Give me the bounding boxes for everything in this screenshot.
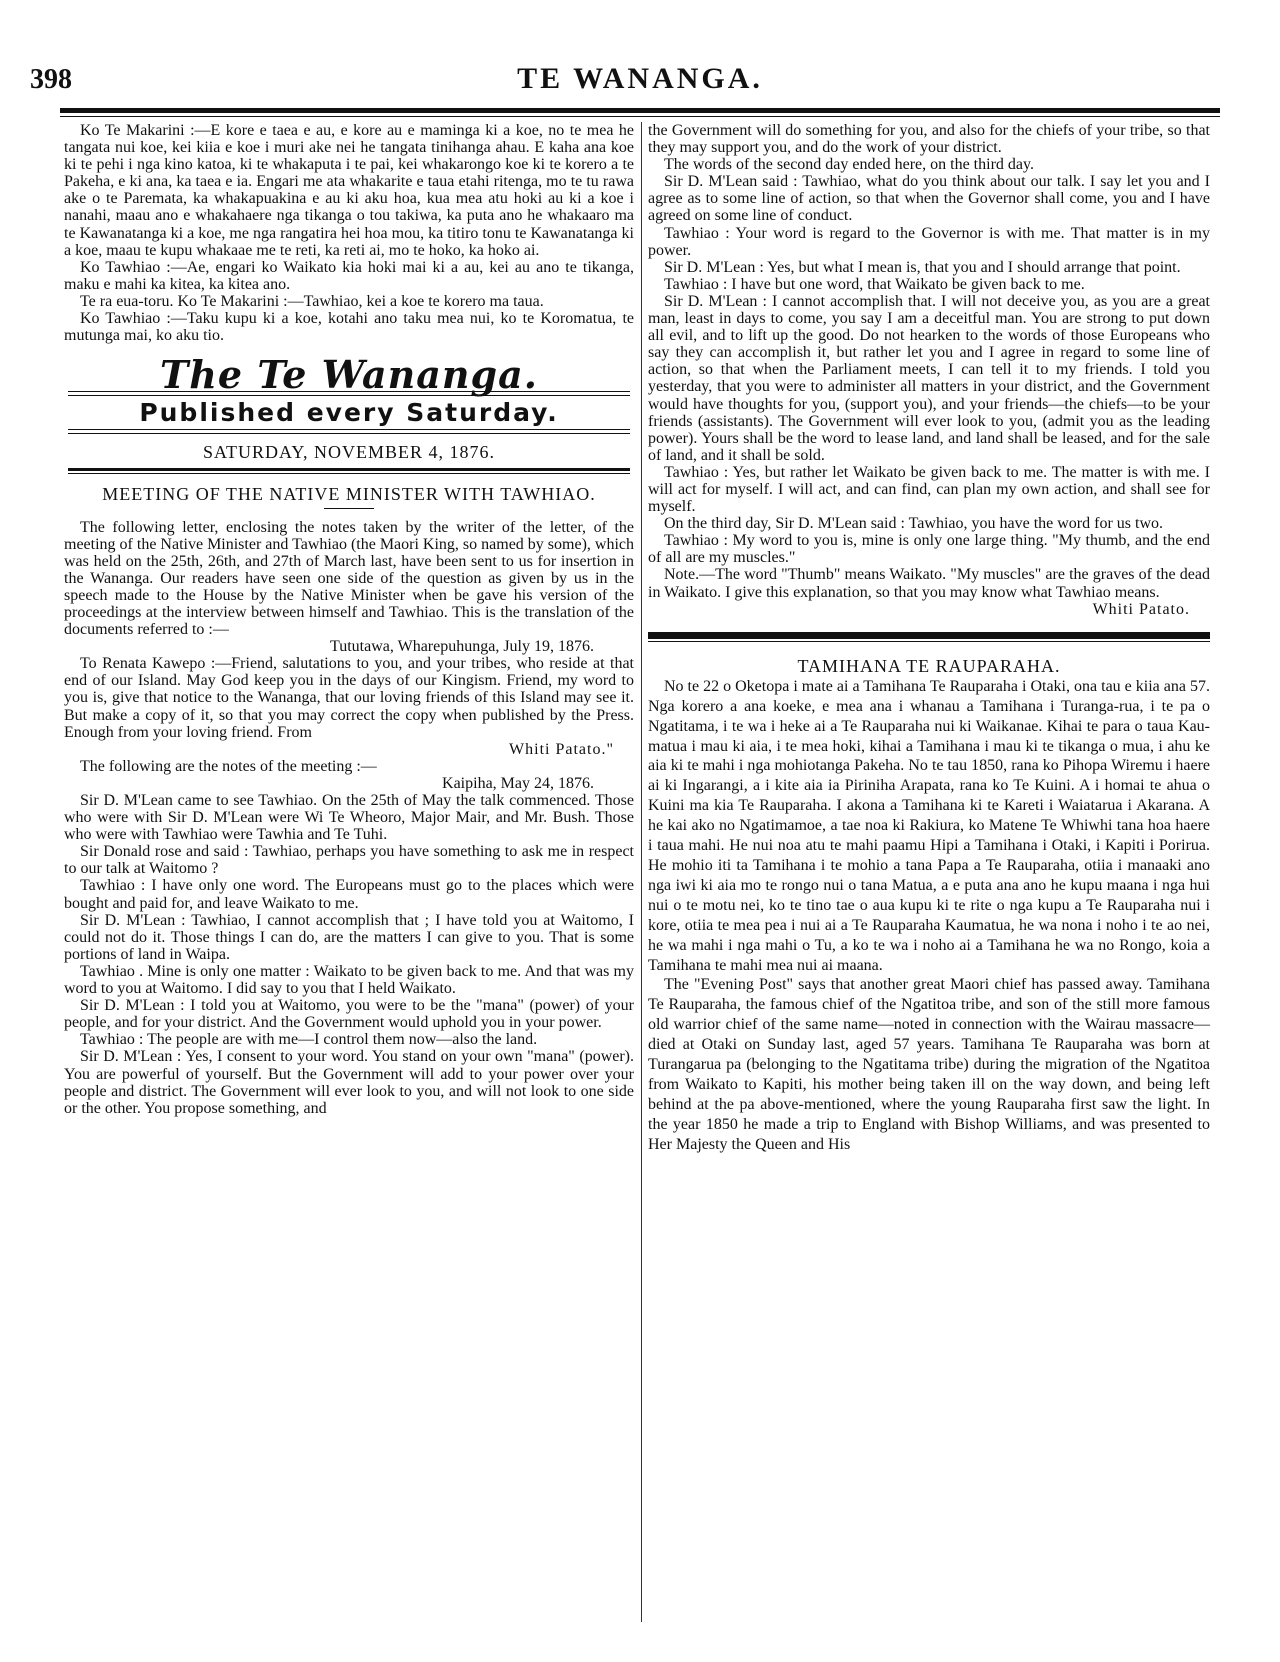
paragraph: Te ra eua-toru. Ko Te Makarini :—Tawhiao, kei a koe te korero ma taua. — [80, 292, 544, 310]
right-column — [648, 122, 1210, 1155]
paragraph: Tawhiao : I have but one word, that Waikato be given back to me. — [664, 275, 1085, 293]
notes-intro: The following are the notes of the meeting :— — [80, 757, 377, 775]
paragraph: Ko Te Makarini :—E kore e taea e au, e kore au e maminga ki a koe, no te mea he tangata nui koe, kei kiia e koe i muri ake nei he tangata tinihanga ahau. E kaha ana koe ki te pehi i nga kino katoa, ki te whakaputa i te pai, kei whakarongo koe ki te korero a te Pakeha, e ki ana, ka taea e ia. Engari me ata whakarite e taua etahi ritenga, mo te tu rawa ake o te Paremata, ka whakapuakina e au ki aku hoa, kua mea atu hoki au ki a koe i nanahi, maau ano e whakahaere nga tikanga o tou takiwa, ka puta ano he whakaaro ma te Kawanatanga ki a koe, me nga rangatira hei hoa mou, ka titiro tonu te Kawanatanga ki a koe, maau te kupu whakaae me te reti, ka reti ai, mo te hoko, ka hoko ai. — [64, 122, 634, 259]
column-divider — [641, 122, 642, 1622]
published-banner: Published every Saturday. — [139, 398, 559, 428]
paragraph: Sir D. M'Lean : I cannot accomplish that. I will not deceive you, as you are a great man, least in days to come, you say I am a deceitful man. You are strong to put down all evil, and to lift up the good. Do not hearken to the words of those Europeans who say they can accomplish it, but rather let you and I agree in regard to some line of action, so that when the Parliament meets, I can tell it to my friends. I told you yesterday, that you were to administer all matters in your district, and the Government would have thoughts for you, (support you), and your friends—the chiefs—to be your friends (assistants). The Government will ever look to you, (admit you as the leading power). Yours shall be the word to lease land, and land shall be leased, and for the sale of land, and it shall be sold. — [648, 292, 1210, 464]
paragraph: Tawhiao : The people are with me—I control them now—also the land. — [80, 1031, 538, 1049]
newspaper-title: TE WANANGA. — [517, 62, 763, 95]
title-rule — [324, 508, 374, 509]
paragraph: On the third day, Sir D. M'Lean said : Tawhiao, you have the word for us two. — [664, 515, 1163, 533]
meeting-signature: Whiti Patato. — [1092, 600, 1190, 618]
paragraph: Note.—The word "Thumb" means Waikato. "My muscles" are the graves of the dead in Waikato. I give this explanation, so that you may know what Tawhiao means. — [648, 566, 1210, 601]
paragraph: Ko Tawhiao :—Ae, engari ko Waikato kia hoki mai ki a au, kei au ano te tikanga, maku e mahi ka kitea, ka kitea ano. — [64, 258, 634, 293]
left-column — [64, 122, 634, 1117]
letter-address: Tututawa, Wharepuhunga, July 19, 1876. — [330, 638, 594, 656]
letter-body: To Renata Kawepo :—Friend, salutations to you, and your tribes, who reside at that end of our Island. May God keep you in the days of our Kingism. Friend, my word to you is, give that notice to the Wananga, that our loving friends of this Island may see it. But make a copy of it, so that you may correct the copy when published by the Press. Enough from your loving friend. From — [64, 655, 634, 741]
paragraph: Sir Donald rose and said : Tawhiao, perhaps you have something to ask me in respect to our talk at Waitomo ? — [64, 843, 634, 878]
paragraph: Sir D. M'Lean said : Tawhiao, what do you think about our talk. I say let you and I agree as to some line of action, so that when the Governor shall come, you and I have agreed on some line of conduct. — [648, 173, 1210, 225]
header-rule — [60, 108, 1220, 113]
paragraph: The words of the second day ended here, on the third day. — [664, 156, 1034, 174]
paragraph: No te 22 o Oketopa i mate ai a Tamihana Te Rauparaha i Otaki, ona tau e kiia ana 57. Nga korero a ana koeke, e mea ana i whanau a Tamihana i Turanga-rua, i te pa o Ngatitama, i te wa i heke ai a Te Rauparaha nui ki Waikanae. Kihai te para o taua Kau-matua i mau ki aia, i te mea hoki, kihai a Tamihana i mau ki te tikanga o mua, i ahu ke aia ki te mahi i nga mohiotanga Pakeha. No te tau 1850, rana ko Pihopa Wiremu i haere ai ki Ingarangi, a i kite aia ia Piriniha Arapata, rana ko Te Kuini. A i homai te ahua o Kuini ma kia Te Rauparaha. I akona a Tamihana ki te Kareti i Waiatarua i Akarana. A he kai ako no Ngatimamoe, a tae noa ki Rakiura, ko Matene Te Whiwhi tana hoa haere i taua mahi. He nui noa atu te mahi paamu Hipi a Tamihana i Otaki, i Kapiti i Porirua. He mohio iti ta Tamihana i te mohio a tana Papa a Te Rauparaha, otiia i manaaki ano nga iwi ki aia mo te rongo nui o tana Matua, a e puta ana ano he kupu maana i nga hui nui o te motu nei, ko te tino tae o aua kupu ki te rite o nga kupu a Te Rauparaha nui i kore, otiia te mea pea i nui ai a Te Rauparaha Kaumatua, he wa nona i noho i te ao nei, he wa mahi i nga mahi o Tu, a ko te wa i noho ai a Tamihana he wa no Rongo, koia a Tamihana te mahi mea nui ai maana. — [648, 677, 1210, 974]
article-title: MEETING OF THE NATIVE MINISTER WITH TAWHIAO. — [102, 483, 596, 504]
paragraph: Sir D. M'Lean came to see Tawhiao. On the 25th of May the talk commenced. Those who were with Sir D. M'Lean were Wi Te Wheoro, Major Mair, and Mr. Bush. Those who were with Tawhiao were Tawhia and Te Tuhi. — [64, 792, 634, 844]
paragraph: Tawhiao : My word to you is, mine is only one large thing. "My thumb, and the end of all are my muscles." — [648, 532, 1210, 567]
paragraph: Sir D. M'Lean : Yes, but what I mean is, that you and I should arrange that point. — [664, 258, 1181, 276]
paragraph: the Government will do something for you, and also for the chiefs of your tribe, so that they may support you, and do the work of your district. — [648, 122, 1210, 157]
obituary-body — [648, 677, 1210, 1155]
notes-address: Kaipiha, May 24, 1876. — [442, 774, 594, 792]
date-rule — [68, 468, 630, 471]
paragraph: Sir D. M'Lean : Yes, I consent to your word. You stand on your own "mana" (power). You are powerful of yourself. But the Government will add to your power over your people and district. The Government will ever look to you, and will not look to one side or the other. You propose something, and — [64, 1048, 634, 1117]
page-number: 398 — [30, 64, 72, 95]
masthead-rule — [68, 429, 630, 434]
paragraph: Tawhiao : Yes, but rather let Waikato be given back to me. The matter is with me. I will act for myself. I will act, and can find, can plan my own action, and shall see for myself. — [648, 463, 1210, 516]
section-rule-thin — [648, 641, 1210, 642]
date-rule-thin — [68, 473, 630, 474]
issue-date: SATURDAY, NOVEMBER 4, 1876. — [202, 442, 496, 463]
paragraph: Sir D. M'Lean : I told you at Waitomo, you were to be the "mana" (power) of your people, and for your district. And the Government would uphold you in your power. — [64, 997, 634, 1032]
paragraph: The "Evening Post" says that another great Maori chief has passed away. Tamihana Te Rauparaha, the famous chief of the Ngatitoa tribe, and son of the still more famous old warrior chief of the same name—noted in connection with the Wairau massacre—died at Otaki on Sunday last, aged 57 years. Tamihana Te Rauparaha was born at Turangarua pa (belonging to the Ngatitama tribe) during the migration of the Ngatitoa from Waikato to Kapiti, his mother being taken ill on the way down, and being left behind at the pa above-mentioned, where the young Rauparaha first saw the light. In the year 1850 he made a trip to England with Bishop Williams, and was presented to Her Majesty the Queen and His — [648, 976, 1210, 1153]
section-masthead: The Te Wananga. — [160, 352, 538, 398]
obituary-title: TAMIHANA TE RAUPARAHA. — [797, 655, 1061, 676]
letter-signature: Whiti Patato." — [509, 740, 614, 758]
header-rule-thin — [60, 116, 1220, 117]
paragraph: Tawhiao . Mine is only one matter : Waikato to be given back to me. And that was my word to you at Waitomo. I did say to you that I held Waikato. — [64, 962, 634, 998]
section-rule — [648, 632, 1210, 639]
paragraph: Ko Tawhiao :—Taku kupu ki a koe, kotahi ano taku mea nui, ko te Koromatua, te mutunga mai, ko aku tio. — [64, 310, 634, 345]
paragraph: Tawhiao : Your word is regard to the Governor is with me. That matter is in my power. — [648, 224, 1210, 259]
paragraph: Sir D. M'Lean : Tawhiao, I cannot accomplish that ; I have told you at Waitomo, I could not do it. Those things I can do, are the matters I can give to you. That is some portions of land in Waipa. — [64, 911, 634, 963]
article-intro: The following letter, enclosing the notes taken by the writer of the letter, of the meeting of the Native Minister and Tawhiao (the Maori King, so named by some), which was held on the 25th, 26th, and 27th of March last, have been sent to us for insertion in the Wananga. Our readers have seen one side of the question as given by us in the speech made to the House by the Native Minister when be gave his version of the proceedings at the interview between himself and Tawhiao. This is the translation of the documents referred to :— — [64, 518, 635, 639]
paragraph: Tawhiao : I have only one word. The Europeans must go to the places which were bought and paid for, and leave Waikato to me. — [64, 877, 634, 912]
